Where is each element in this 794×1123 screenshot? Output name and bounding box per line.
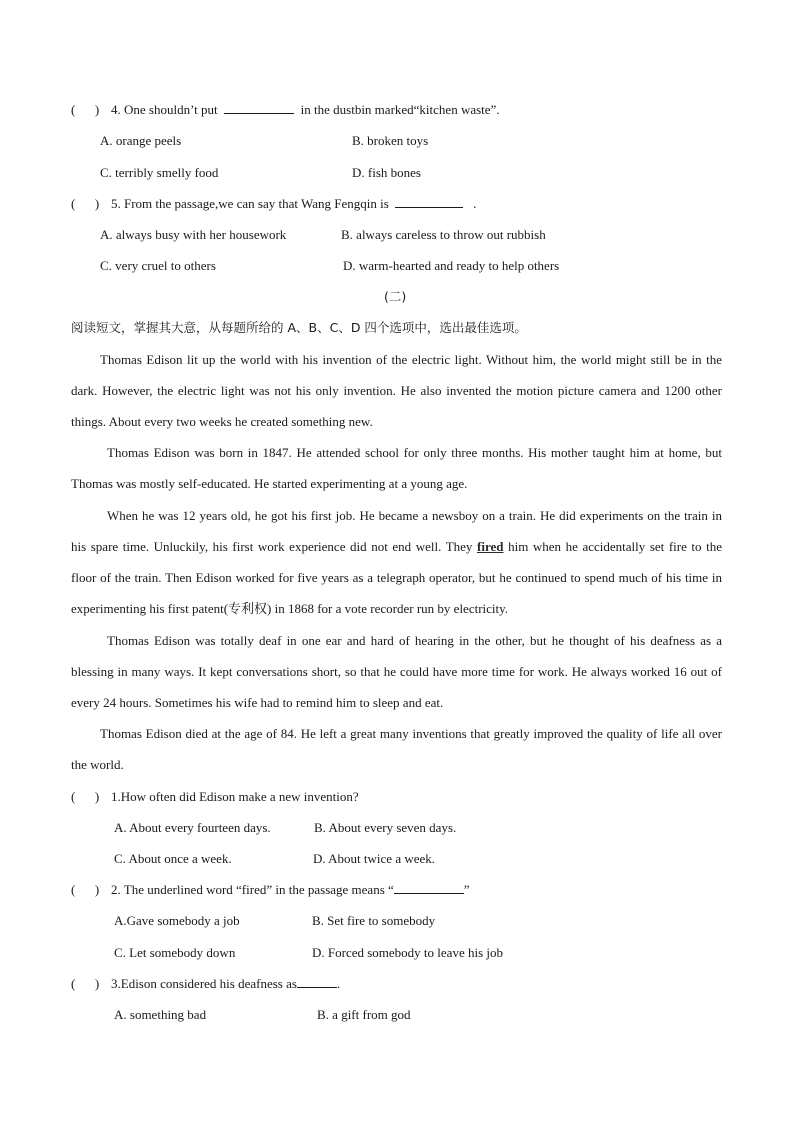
paragraph-text: Thomas Edison died at the age of 84. He left a great many inventions that greatly improved the quality of life all over the world. [71,726,722,772]
question-4 [71,101,500,119]
q4-option-c: C. terribly smelly food [100,165,219,180]
q4-option-d: D. fish bones [352,165,421,180]
question-1 [71,788,359,806]
question-2 [71,881,470,899]
q1-option-b: B. About every seven days. [314,820,457,835]
paragraph-text: him when he accidentally set fire to the floor of the train. Then Edison worked for five years as a telegraph operator, but he continued to spend much of his time in experimenting his first patent(专利权) in 1868 for a vote recorder run by electricity. [71,539,723,616]
q3-option-b: B. a gift from god [317,1007,411,1022]
q5-option-a: A. always busy with her housework [100,227,287,242]
question-2-stem-a: 2. The underlined word “fired” in the passage means “ [111,882,394,897]
passage-paragraph-2 [71,437,722,499]
answer-blank[interactable] [224,101,294,114]
question-5-stem-a: 5. From the passage,we can say that Wang Fengqin is [111,196,389,211]
q3-option-a: A. something bad [114,1007,207,1022]
q1-option-c: C. About once a week. [114,851,232,866]
q4-option-b: B. broken toys [352,133,429,148]
answer-bracket[interactable]: ( ) [71,882,100,897]
passage-paragraph-3 [71,500,722,624]
answer-blank[interactable] [395,195,463,208]
passage-paragraph-5 [71,718,722,780]
q4-option-a: A. orange peels [100,133,182,148]
passage-paragraph-1 [71,344,722,437]
question-4-stem-a: 4. One shouldn’t put [111,102,218,117]
paragraph-text: Thomas Edison lit up the world with his invention of the electric light. Without him, the world might still be in the dark. However, the electric light was not his only invention. He also invented the motion picture camera and 1200 other things. About every two weeks he created something new. [71,352,722,429]
underlined-word-fired: fired [477,539,504,554]
question-5-stem-b: . [473,196,477,211]
q5-option-c: C. very cruel to others [100,258,216,273]
q2-option-c: C. Let somebody down [114,945,236,960]
q2-option-d: D. Forced somebody to leave his job [312,945,503,960]
answer-bracket[interactable]: ( ) [71,789,100,804]
question-1-stem: 1.How often did Edison make a new invention? [111,789,359,804]
passage-paragraph-4 [71,625,722,718]
answer-bracket[interactable]: ( ) [71,102,100,117]
answer-bracket[interactable]: ( ) [71,976,100,991]
question-5 [71,195,476,213]
q5-option-b: B. always careless to throw out rubbish [341,227,546,242]
question-4-stem-b: in the dustbin marked“kitchen waste”. [300,102,500,117]
q2-option-b: B. Set fire to somebody [312,913,436,928]
answer-blank[interactable] [394,881,464,894]
q5-option-d: D. warm-hearted and ready to help others [343,258,560,273]
paragraph-text: Thomas Edison was totally deaf in one ear and hard of hearing in the other, but he thought of his deafness as a blessing in many ways. It kept conversations short, so that he could have more time for work. He always worked 16 out of every 24 hours. Sometimes his wife had to remind him to sleep and eat. [71,633,722,710]
q1-option-d: D. About twice a week. [313,851,436,866]
q1-option-a: A. About every fourteen days. [114,820,271,835]
question-3 [71,975,340,993]
paragraph-text: When he was 12 years old, he got his first job. He became a newsboy on a train. He did experiments on the train in his spare time. Unluckily, his first work experience did not end well. They [71,508,722,554]
paragraph-text: Thomas Edison was born in 1847. He attended school for only three months. His mother taught him at home, but Thomas was mostly self-educated. He started experimenting at a young age. [71,445,722,491]
answer-blank[interactable] [297,975,337,988]
section-heading: (二) [384,289,407,304]
question-2-stem-b: ” [463,882,470,897]
question-3-stem-a: 3.Edison considered his deafness as [111,976,297,991]
question-3-stem-b: . [336,976,341,991]
q2-option-a: A.Gave somebody a job [114,913,240,928]
answer-bracket[interactable]: ( ) [71,196,100,211]
section-instruction: 阅读短文，掌握其大意，从每题所给的 A、B、C、D 四个选项中，选出最佳选项。 [71,320,527,335]
